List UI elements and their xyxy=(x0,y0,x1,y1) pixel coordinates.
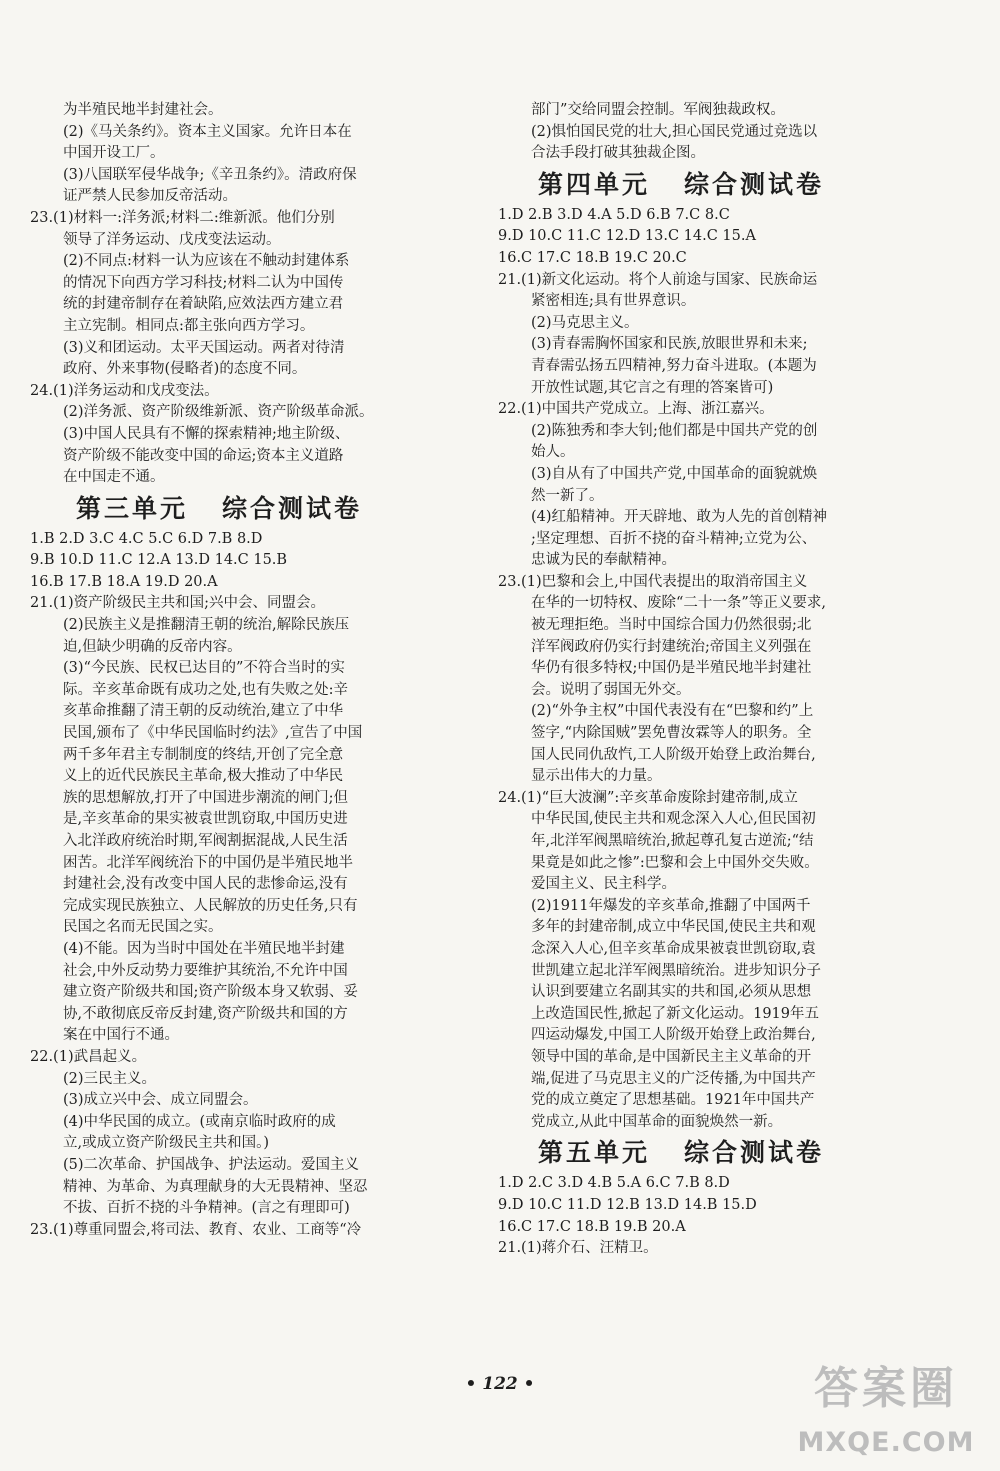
answer-line: 统的封建帝制存在着缺陷,应效法西方建立君 xyxy=(63,296,344,313)
answer-line: (2)陈独秀和李大钊;他们都是中国共产党的创 xyxy=(531,422,818,439)
answer-line: (4)红船精神。开天辟地、敢为人先的首创精神 xyxy=(531,509,828,526)
answer-line: (2)“外争主权”中国代表没有在“巴黎和约”上 xyxy=(531,703,814,720)
answer-line: 领导了洋务运动、戊戌变法运动。 xyxy=(63,231,281,248)
answer-line: (3)成立兴中会、成立同盟会。 xyxy=(63,1092,258,1109)
section-test-title: 综合测试卷 xyxy=(222,493,363,523)
answer-line: (2)马克思主义。 xyxy=(531,314,639,331)
answer-line: (2)1911年爆发的辛亥革命,推翻了中国两千 xyxy=(531,897,811,914)
answer-line: 始人。 xyxy=(531,444,575,461)
answer-line: 23.(1)材料一:洋务派;材料二:维新派。他们分别 xyxy=(30,209,335,226)
answer-line: 民国,颁布了《中华民国临时约法》,宣告了中国 xyxy=(63,725,363,742)
answer-line: 紧密相连;具有世界意识。 xyxy=(531,293,696,310)
answer-line: 主立宪制。相同点:都主张向西方学习。 xyxy=(63,317,315,334)
answer-line: (4)不能。因为当时中国处在半殖民地半封建 xyxy=(63,940,345,957)
answer-line: 23.(1)尊重同盟会,将司法、教育、农业、工商等“冷 xyxy=(30,1221,362,1238)
answer-line: (3)八国联军侵华战争;《辛丑条约》。清政府保 xyxy=(63,166,357,183)
answer-line: 协,不敢彻底反帝反封建,资产阶级共和国的方 xyxy=(63,1005,348,1022)
answer-line: 世凯建立起北洋军阀黑暗统治。进步知识分子 xyxy=(531,962,821,979)
answer-line: (2)洋务派、资产阶级维新派、资产阶级革命派。 xyxy=(63,404,374,421)
answer-line: 封建社会,没有改变中国人民的悲惨命运,没有 xyxy=(63,876,348,893)
answer-line: 立,或成立资产阶级民主共和国。) xyxy=(63,1135,270,1152)
answer-line: 精神、为革命、为真理献身的大无畏精神、坚忍 xyxy=(63,1178,368,1195)
answer-line: 入北洋政府统治时期,军阀割据混战,人民生活 xyxy=(63,833,348,849)
section-heading xyxy=(498,165,950,205)
answer-line: 爱国主义、民主科学。 xyxy=(531,876,676,893)
answer-line: 完成实现民族独立、人民解放的历史任务,只有 xyxy=(63,897,358,914)
answer-line: 年,北洋军阀黑暗统治,掀起尊孔复古逆流;“结 xyxy=(531,833,814,849)
answer-line: 24.(1)洋务运动和戊戌变法。 xyxy=(30,382,219,399)
answer-line: 案在中国行不通。 xyxy=(63,1027,179,1044)
answer-line: 1.D 2.C 3.D 4.B 5.A 6.C 7.B 8.D xyxy=(498,1175,730,1192)
answer-line: 亥革命推翻了清王朝的反动统治,建立了中华 xyxy=(63,703,344,720)
answer-line: (3)“今民族、民权已达目的”不符合当时的实 xyxy=(63,660,345,677)
answer-line: 党成立,从此中国革命的面貌焕然一新。 xyxy=(531,1113,783,1130)
answer-line: 16.B 17.B 18.A 19.D 20.A xyxy=(30,573,218,590)
answer-line: 证严禁人民参加反帝活动。 xyxy=(63,188,237,205)
answer-line: 开放性试题,其它言之有理的答案皆可) xyxy=(531,379,774,396)
answer-line: 16.C 17.C 18.B 19.C 20.C xyxy=(498,249,687,266)
answer-line: 忠诚为民的奉献精神。 xyxy=(531,552,676,569)
answer-line: 际。辛亥革命既有成功之处,也有失败之处:辛 xyxy=(63,681,348,698)
watermark xyxy=(786,1363,986,1463)
answer-line: (3)自从有了中国共产党,中国革命的面貌就焕 xyxy=(531,465,818,482)
answer-line: 认识到要建立名副其实的共和国,必须从思想 xyxy=(531,984,812,1001)
answer-line: (3)义和团运动。太平天国运动。两者对待清 xyxy=(63,339,345,356)
answer-line: 显示出伟大的力量。 xyxy=(531,768,662,785)
answer-line: 困苦。北洋军阀统治下的中国仍是半殖民地半 xyxy=(63,854,353,871)
watermark-logo: 答案圈 xyxy=(814,1363,958,1414)
answer-line: 22.(1)武昌起义。 xyxy=(30,1048,147,1065)
answer-line: (2)惧怕国民党的壮大,担心国民党通过竞选以 xyxy=(531,123,818,140)
answer-line: 9.D 10.C 11.D 12.B 13.D 14.B 15.D xyxy=(498,1196,757,1213)
answer-line: (5)二次革命、护国战争、护法运动。爱国主义 xyxy=(63,1156,360,1173)
answer-line: 义上的近代民族民主革命,极大推动了中华民 xyxy=(63,768,344,785)
answer-line: 民国之名而无民国之实。 xyxy=(63,919,223,936)
answer-line: 23.(1)巴黎和会上,中国代表提出的取消帝国主义 xyxy=(498,573,808,590)
answer-line: 资产阶级不能改变中国的命运;资本主义道路 xyxy=(63,447,344,464)
answer-line: 青春需弘扬五四精神,努力奋斗进取。(本题为 xyxy=(531,357,817,374)
answer-line: 21.(1)蒋介石、汪精卫。 xyxy=(498,1240,658,1257)
answer-line: 两千多年君主专制制度的终结,开创了完全意 xyxy=(63,746,344,763)
answer-line: 中国开设工厂。 xyxy=(63,145,165,162)
answer-line: 会。说明了弱国无外交。 xyxy=(531,681,691,698)
answer-line: 在中国走不通。 xyxy=(63,469,165,486)
section-test-title: 综合测试卷 xyxy=(684,169,825,199)
answer-line: 合法手段打破其独裁企图。 xyxy=(531,145,705,162)
answer-line: 中华民国,使民主共和观念深入人心,但民国初 xyxy=(531,811,816,828)
answer-line: 9.D 10.C 11.C 12.D 13.C 14.C 15.A xyxy=(498,228,756,245)
answer-line: (2)《马关条约》。资本主义国家。允许日本在 xyxy=(63,123,352,140)
answer-line: 的情况下向西方学习科技;材料二认为中国传 xyxy=(63,274,344,291)
answer-line: 然一新了。 xyxy=(531,487,604,504)
answer-line: 国人民同仇敌忾,工人阶级开始登上政治舞台, xyxy=(531,746,816,763)
answer-line: 果竟是如此之惨”:巴黎和会上中国外交失败。 xyxy=(531,854,819,871)
answer-line: 21.(1)资产阶级民主共和国;兴中会、同盟会。 xyxy=(30,595,325,612)
watermark-url: MXQE.COM xyxy=(797,1427,975,1458)
answer-line: (3)青春需胸怀国家和民族,放眼世界和未来; xyxy=(531,336,808,353)
answer-line: 华仍有很多特权;中国仍是半殖民地半封建社 xyxy=(531,660,812,677)
answer-line: 16.C 17.C 18.B 19.B 20.A xyxy=(498,1218,686,1235)
left-column xyxy=(30,100,478,1241)
answer-line: 念深入人心,但辛亥革命成果被袁世凯窃取,袁 xyxy=(531,940,816,957)
answer-line: 1.B 2.D 3.C 4.C 5.C 6.D 7.B 8.D xyxy=(30,530,263,547)
section-unit-title: 第三单元 xyxy=(76,493,189,523)
right-column xyxy=(498,100,950,1260)
answer-line: 不拔、百折不挠的斗争精神。(言之有理即可) xyxy=(63,1200,350,1217)
answer-line: (3)中国人民具有不懈的探索精神;地主阶级、 xyxy=(63,425,350,442)
answer-line: 1.D 2.B 3.D 4.A 5.D 6.B 7.C 8.C xyxy=(498,206,730,223)
section-test-title: 综合测试卷 xyxy=(684,1138,825,1168)
answer-line: 迫,但缺少明确的反帝内容。 xyxy=(63,638,242,655)
answer-line: 政府、外来事物(侵略者)的态度不同。 xyxy=(63,361,307,378)
answer-line: 部门”交给同盟会控制。军阀独裁政权。 xyxy=(531,102,785,118)
section-unit-title: 第五单元 xyxy=(538,1138,651,1168)
answer-line: 上改造国民性,掀起了新文化运动。1919年五 xyxy=(531,1005,820,1022)
answer-line: (4)中华民国的成立。(或南京临时政府的成 xyxy=(63,1113,336,1130)
section-heading xyxy=(30,489,478,529)
answer-line: 被无理拒绝。当时中国综合国力仍然很弱;北 xyxy=(531,617,812,634)
answer-line: (2)三民主义。 xyxy=(63,1070,157,1087)
section-unit-title: 第四单元 xyxy=(538,169,651,199)
answer-line: 建立资产阶级共和国;资产阶级本身又软弱、妥 xyxy=(63,984,358,1001)
answer-line: ;坚定理想、百折不挠的奋斗精神;立党为公、 xyxy=(531,530,817,547)
page-number: • 122 • xyxy=(465,1374,535,1394)
answer-line: 端,促进了马克思主义的广泛传播,为中国共产 xyxy=(531,1070,816,1087)
answer-line: 签字,“内除国贼”罢免曹汝霖等人的职务。全 xyxy=(531,725,812,742)
answer-line: 族的思想解放,打开了中国进步潮流的闸门;但 xyxy=(63,789,348,806)
answer-line: (2)民族主义是推翻清王朝的统治,解除民族压 xyxy=(63,617,350,634)
answer-line: (2)不同点:材料一认为应该在不触动封建体系 xyxy=(63,253,350,270)
answer-line: 四运动爆发,中国工人阶级开始登上政治舞台, xyxy=(531,1027,816,1044)
answer-line: 社会,中外反动势力要维护其统治,不允许中国 xyxy=(63,962,348,979)
answer-line: 21.(1)新文化运动。将个人前途与国家、民族命运 xyxy=(498,271,818,288)
answer-line: 多年的封建帝制,成立中华民国,使民主共和观 xyxy=(531,919,816,936)
answer-line: 是,辛亥革命的果实被袁世凯窃取,中国历史进 xyxy=(63,811,348,828)
answer-line: 22.(1)中国共产党成立。上海、浙江嘉兴。 xyxy=(498,401,774,418)
answer-line: 为半殖民地半封建社会。 xyxy=(63,102,223,118)
section-heading xyxy=(498,1133,950,1173)
answer-line: 党的成立奠定了思想基础。1921年中国共产 xyxy=(531,1092,815,1109)
answer-line: 24.(1)“巨大波澜”:辛亥革命废除封建帝制,成立 xyxy=(498,789,798,806)
answer-line: 洋军阀政府仍实行封建统治;帝国主义列强在 xyxy=(531,638,812,655)
answer-line: 在华的一切特权、废除“二十一条”等正义要求, xyxy=(531,595,826,612)
answer-line: 领导中国的革命,是中国新民主主义革命的开 xyxy=(531,1048,812,1065)
answer-line: 9.B 10.D 11.C 12.A 13.D 14.C 15.B xyxy=(30,552,288,569)
